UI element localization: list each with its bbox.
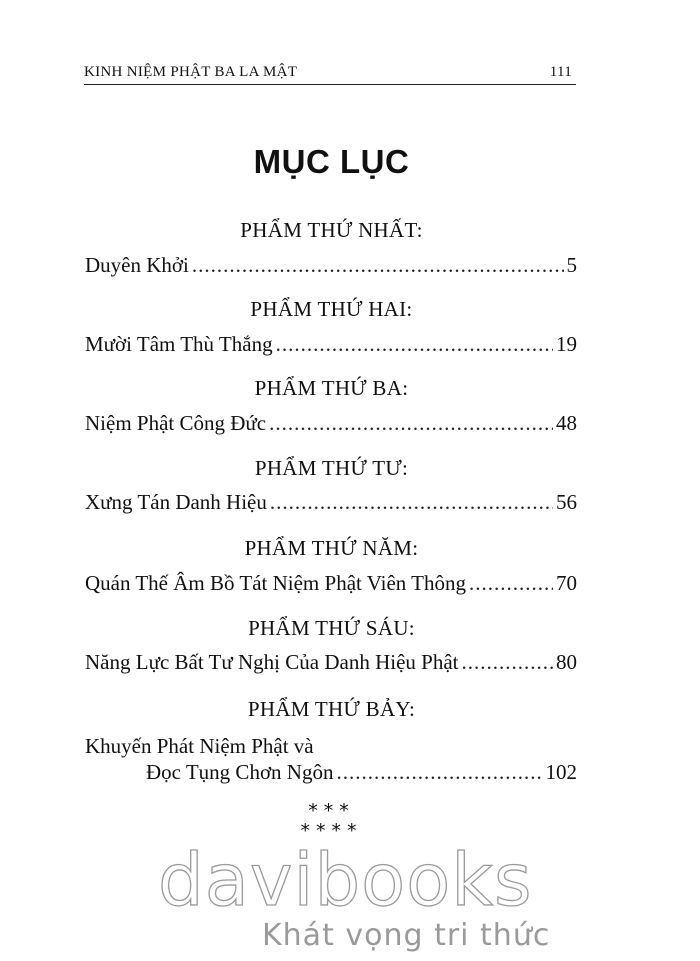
- toc-entry-title-line1[interactable]: Khuyến Phát Niệm Phật và: [85, 734, 314, 758]
- book-title: KINH NIỆM PHẬT BA LA MẬT: [84, 64, 298, 80]
- watermark-slogan: Khát vọng tri thức: [262, 918, 551, 953]
- toc-entry-page: 70: [556, 571, 577, 595]
- dot-leader: [461, 650, 553, 675]
- chapter-heading: PHẨM THỨ HAI:: [250, 297, 413, 321]
- toc-entry-page: 48: [556, 411, 577, 435]
- ornament-stars-bottom: ****: [300, 820, 363, 842]
- chapter-heading: PHẨM THỨ BA:: [254, 376, 409, 400]
- toc-entry-title-line2: Đọc Tụng Chơn Ngôn: [146, 760, 334, 784]
- toc-title: MỤC LỤC: [253, 143, 410, 180]
- dot-leader: [336, 760, 542, 785]
- toc-entry-title: Xưng Tán Danh Hiệu: [85, 490, 267, 514]
- toc-entry-title: Mười Tâm Thù Thắng: [85, 332, 273, 356]
- chapter-heading: PHẨM THỨ NĂM:: [244, 536, 419, 560]
- page-number: 111: [549, 64, 572, 80]
- watermark-logo: davibooks: [158, 838, 533, 922]
- chapter-heading: PHẨM THỨ NHẤT:: [240, 218, 423, 242]
- ornament-stars-top: ***: [308, 800, 355, 822]
- toc-entry[interactable]: [85, 411, 577, 437]
- toc-entry-title: Duyên Khởi: [85, 253, 189, 277]
- toc-entry[interactable]: [85, 490, 577, 516]
- dot-leader: [276, 332, 553, 357]
- toc-entry[interactable]: [85, 332, 577, 358]
- toc-entry[interactable]: [85, 253, 577, 279]
- toc-entry-title: Quán Thế Âm Bồ Tát Niệm Phật Viên Thông: [85, 571, 466, 595]
- toc-entry-page: 80: [556, 650, 577, 674]
- dot-leader: [269, 411, 553, 436]
- toc-entry-title: Niệm Phật Công Đức: [85, 411, 267, 435]
- toc-entry-page: 19: [556, 332, 577, 356]
- toc-entry[interactable]: [85, 571, 577, 597]
- toc-entry-page: 5: [566, 253, 577, 277]
- toc-entry-page: 102: [545, 760, 577, 784]
- toc-entry[interactable]: [146, 760, 577, 786]
- dot-leader: [270, 490, 553, 515]
- running-header: [84, 64, 576, 85]
- chapter-heading: PHẨM THỨ BẢY:: [247, 697, 416, 721]
- dot-leader: [469, 571, 553, 596]
- chapter-heading: PHẨM THỨ SÁU:: [248, 616, 415, 640]
- chapter-heading: PHẨM THỨ TƯ:: [254, 456, 409, 480]
- toc-entry-page: 56: [556, 490, 577, 514]
- dot-leader: [192, 253, 564, 278]
- toc-entry-title: Năng Lực Bất Tư Nghị Của Danh Hiệu Phật: [85, 650, 459, 674]
- toc-entry[interactable]: [85, 650, 577, 676]
